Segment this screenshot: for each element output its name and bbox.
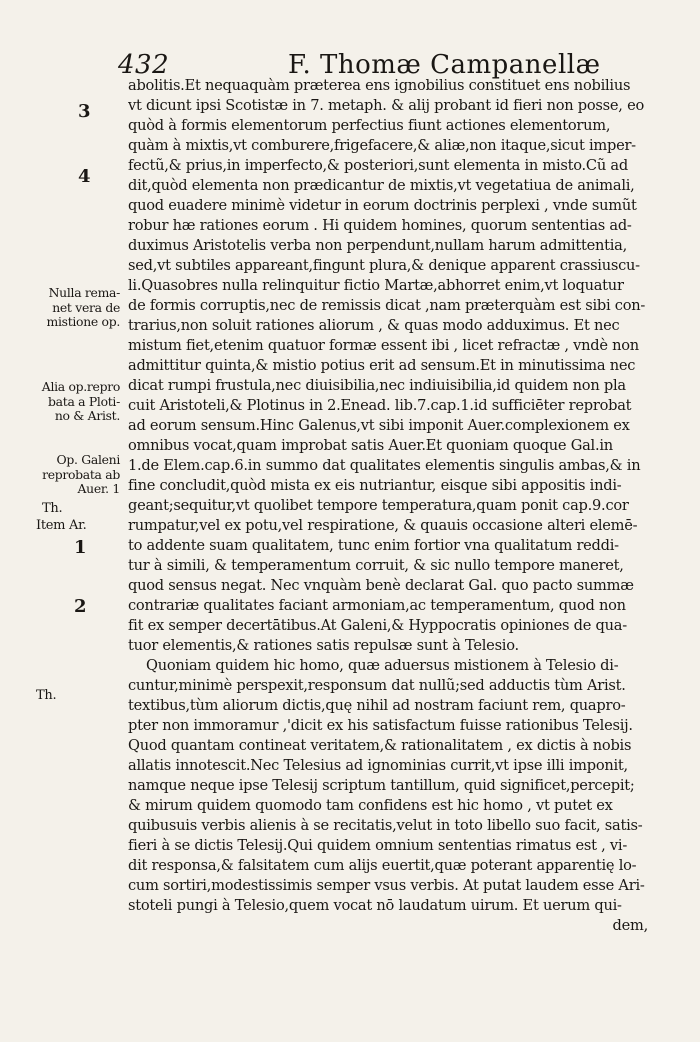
- margin-note-mistione: Nulla rema- net vera de mistione op.: [46, 285, 120, 329]
- text-line: admittitur quinta,& mistio potius erit ad sensum.Et in minutissima nec: [128, 357, 636, 374]
- text-line: pter non immoramur ,'dicit ex his satisfactum fuisse rationibus Telesij.: [128, 717, 633, 734]
- text-line: contrariæ qualitates faciant armoniam,ac temperamentum, quod non: [128, 597, 626, 614]
- text-line: mistum fiet,etenim quatuor formæ essent ibi , licet refractæ , vndè non: [128, 337, 639, 354]
- text-line: fine concludit,quòd mista ex eis nutriantur, eisque sibi appositis indi-: [128, 477, 622, 494]
- text-line: allatis innotescit.Nec Telesius ad ignominias currit,vt ipse illi imponit,: [128, 757, 628, 774]
- text-line: dicat rumpi frustula,nec diuisibilia,nec indiuisibilia,id quidem non pla: [128, 377, 626, 394]
- margin-number-1: 1: [74, 537, 87, 558]
- text-line: & mirum quidem quomodo tam confidens est hic homo , vt putet ex: [128, 797, 613, 814]
- margin-label-th-1: Th.: [42, 501, 63, 516]
- text-line: de formis corruptis,nec de remissis dicat ,nam præterquàm est sibi con-: [128, 297, 646, 314]
- text-line: Quod quantam contineat veritatem,& rationalitatem , ex dictis à nobis: [128, 737, 632, 754]
- text-line: fieri à se dictis Telesij.Qui quidem omnium sententias rimatus est , vi-: [128, 837, 628, 854]
- text-line: tuor elementis,& rationes satis repulsæ sunt à Telesio.: [128, 637, 519, 654]
- text-line: quibusuis verbis alienis à se recitatis,velut in toto libello suo facit, satis-: [128, 817, 643, 834]
- text-line: cum sortiri,modestissimis semper vsus verbis. At putat laudem esse Ari-: [128, 877, 645, 894]
- text-line: dit,quòd elementa non prædicantur de mixtis,vt vegetatiua de animali,: [128, 177, 635, 194]
- text-line: rumpatur,vel ex potu,vel respiratione, & quauis occasione alteri elemē-: [128, 517, 638, 534]
- text-line: cuit Aristoteli,& Plotinus in 2.Enead. lib.7.cap.1.id sufficiēter reprobat: [128, 397, 632, 414]
- text-line: 1.de Elem.cap.6.in summo dat qualitates elementis singulis ambas,& in: [128, 457, 641, 474]
- page-number: 432: [118, 50, 170, 80]
- text-line: textibus,tùm aliorum dictis,quę nihil ad nostram faciunt rem, quapro-: [128, 697, 626, 714]
- margin-number-3: 3: [78, 101, 91, 122]
- text-line: li.Quasobres nulla relinquitur fictio Martæ,abhorret enim,vt loquatur: [128, 277, 624, 294]
- margin-number-2: 2: [74, 596, 87, 617]
- text-line: quàm à mixtis,vt comburere,frigefacere,& aliæ,non itaque,sicut imper-: [128, 137, 636, 154]
- text-line: ad eorum sensum.Hinc Galenus,vt sibi imponit Auer.complexionem ex: [128, 417, 630, 434]
- running-head: F. Thomæ Campanellæ: [288, 50, 601, 80]
- text-line: duximus Aristotelis verba non perpendunt,nullam harum admittentia,: [128, 237, 627, 254]
- text-line: sed,vt subtiles appareant,fingunt plura,& denique apparent crassiuscu-: [128, 257, 640, 274]
- text-line: robur hæ rationes eorum . Hi quidem homines, quorum sententias ad-: [128, 217, 632, 234]
- text-line: geant;sequitur,vt quolibet tempore temperatura,quam ponit cap.9.cor: [128, 497, 629, 514]
- text-line: cuntur,minimè perspexit,responsum dat nullũ;sed adductis tùm Arist.: [128, 677, 626, 694]
- text-line: quod sensus negat. Nec vnquàm benè declarat Gal. quo pacto summæ: [128, 577, 634, 594]
- main-text-column: [128, 76, 648, 936]
- text-line: dem,: [612, 917, 648, 934]
- margin-number-4: 4: [78, 166, 91, 187]
- text-line: tur à simili, & temperamentum corruit, & sic nullo tempore maneret,: [128, 557, 624, 574]
- text-line: dit responsa,& falsitatem cum alijs euertit,quæ poterant apparentię lo-: [128, 857, 637, 874]
- text-line: omnibus vocat,quam improbat satis Auer.Et quoniam quoque Gal.in: [128, 437, 613, 454]
- text-line: stoteli pungi à Telesio,quem vocat nō laudatum uirum. Et uerum qui-: [128, 897, 622, 914]
- margin-label-item-ar: Item Ar.: [36, 518, 87, 533]
- text-line: vt dicunt ipsi Scotistæ in 7. metaph. & alij probant id fieri non posse, eo: [128, 97, 644, 114]
- text-line: fectũ,& prius,in imperfecto,& posteriori,sunt elementa in misto.Cũ ad: [128, 157, 628, 174]
- text-line: to addente suam qualitatem, tunc enim fortior vna qualitatum reddi-: [128, 537, 619, 554]
- text-line: quod euadere minimè videtur in eorum doctrinis perplexi , vnde sumũt: [128, 197, 637, 214]
- text-line: namque neque ipse Telesij scriptum tantillum, quid significet,percepit;: [128, 777, 635, 794]
- text-line: fit ex semper decertātibus.At Galeni,& Hyppocratis opiniones de qua-: [128, 617, 627, 634]
- margin-note-plotino: Alia op.repro bata a Ploti- no & Arist.: [41, 379, 120, 423]
- text-line: quòd à formis elementorum perfectius fiunt actiones elementorum,: [128, 117, 611, 134]
- margin-note-galeni: Op. Galeni reprobata ab Auer. 1: [42, 452, 120, 496]
- text-line: abolitis.Et nequaquàm præterea ens ignobilius constituet ens nobilius: [128, 77, 631, 94]
- text-line: trarius,non soluit rationes aliorum , & quas modo adduximus. Et nec: [128, 317, 620, 334]
- margin-label-th-2: Th.: [36, 688, 57, 703]
- text-line: Quoniam quidem hic homo, quæ aduersus mistionem à Telesio di-: [146, 657, 619, 674]
